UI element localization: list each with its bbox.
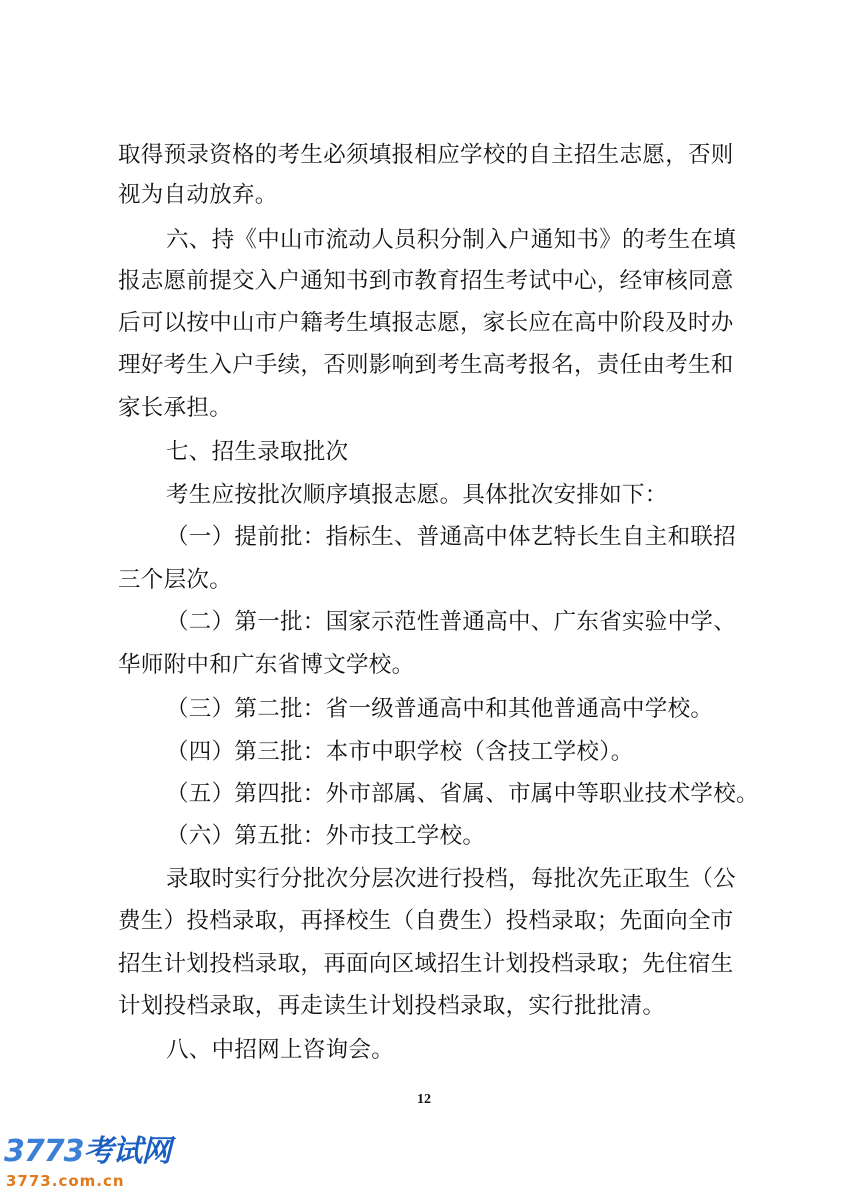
paragraph-line: 三个层次。 <box>118 567 233 593</box>
paragraph-line: 招生计划投档录取，再面向区域招生计划投档录取；先住宿生 <box>118 951 734 977</box>
paragraph-line: 录取时实行分批次分层次进行投档，每批次先正取生（公 <box>166 866 737 892</box>
paragraph-line: （一）提前批：指标生、普通高中体艺特长生自主和联招 <box>166 524 737 550</box>
paragraph-line: 六、持《中山市流动人员积分制入户通知书》的考生在填 <box>166 227 737 253</box>
paragraph-line: （五）第四批：外市部属、省属、市属中等职业技术学校。 <box>166 781 759 807</box>
paragraph-line: 考生应按批次顺序填报志愿。具体批次安排如下： <box>166 482 668 508</box>
paragraph-line: 费生）投档录取，再择校生（自费生）投档录取；先面向全市 <box>118 908 734 934</box>
paragraph-line: 后可以按中山市户籍考生填报志愿，家长应在高中阶段及时办 <box>118 310 734 336</box>
watermark-url: 3773.com.cn <box>6 1172 125 1190</box>
paragraph-line: 取得预录资格的考生必须填报相应学校的自主招生志愿，否则 <box>118 142 734 168</box>
watermark-logo-text: 考试网 <box>83 1134 171 1169</box>
site-watermark <box>4 1134 184 1196</box>
section-heading: 八、中招网上咨询会。 <box>166 1037 395 1063</box>
watermark-logo <box>4 1134 171 1170</box>
paragraph-line: 理好考生入户手续，否则影响到考生高考报名，责任由考生和 <box>118 352 734 378</box>
paragraph-line: （六）第五批：外市技工学校。 <box>166 823 486 849</box>
paragraph-line: （二）第一批：国家示范性普通高中、广东省实验中学、 <box>166 609 737 635</box>
paragraph-line: 报志愿前提交入户通知书到市教育招生考试中心，经审核同意 <box>118 268 734 294</box>
paragraph-line: 视为自动放弃。 <box>118 182 278 208</box>
watermark-logo-digits: 3773 <box>4 1134 84 1169</box>
paragraph-line: 家长承担。 <box>118 395 233 421</box>
paragraph-line: （三）第二批：省一级普通高中和其他普通高中学校。 <box>166 696 714 722</box>
paragraph-line: （四）第三批：本市中职学校（含技工学校）。 <box>166 739 634 765</box>
paragraph-line: 计划投档录取，再走读生计划投档录取，实行批批清。 <box>118 993 666 1019</box>
section-heading: 七、招生录取批次 <box>166 439 349 465</box>
paragraph-line: 华师附中和广东省博文学校。 <box>118 652 415 678</box>
page-number: 12 <box>417 1092 431 1107</box>
